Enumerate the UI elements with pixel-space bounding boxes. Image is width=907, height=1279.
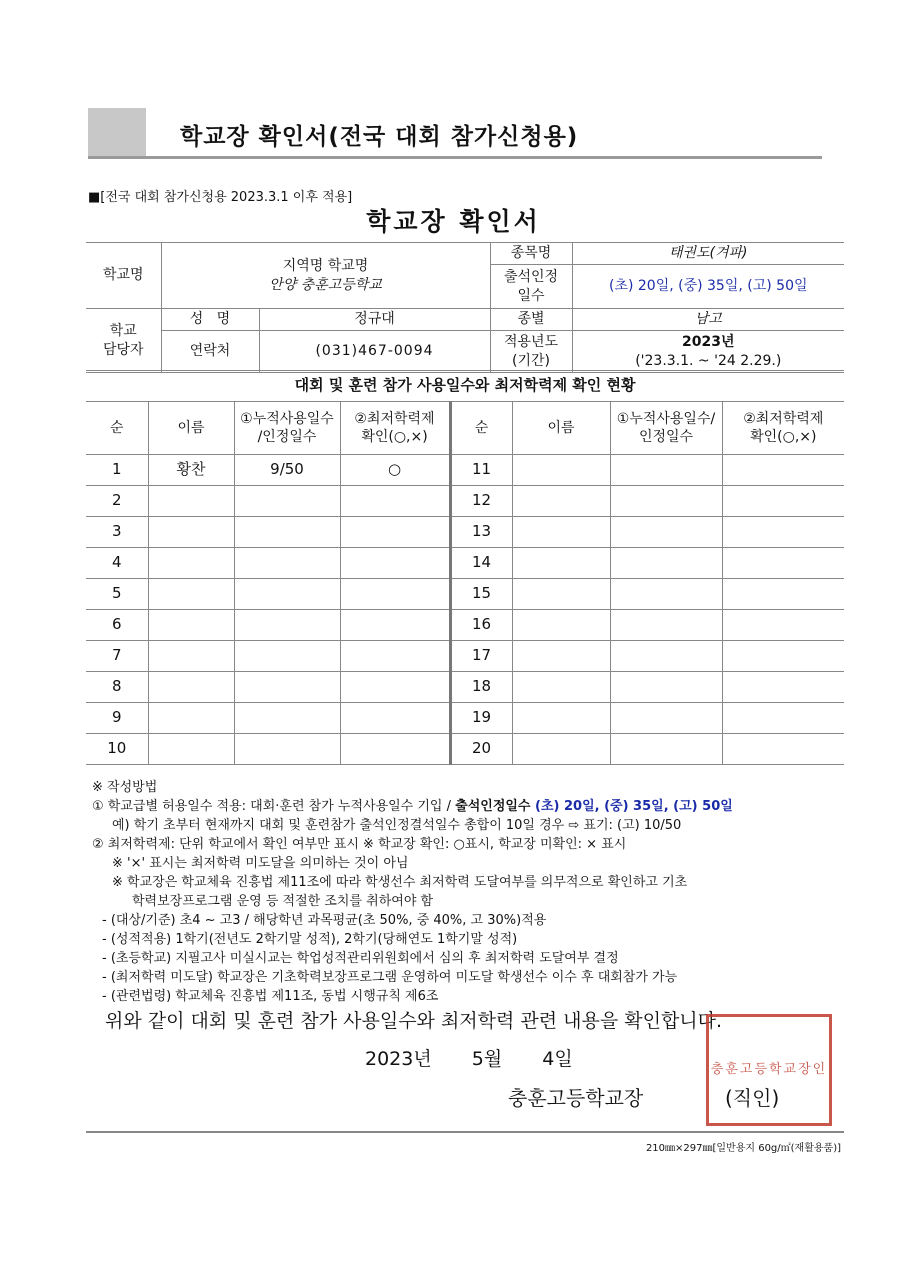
row-no-right: 12 [450,486,512,517]
row-name-right [512,610,610,641]
row-name-left [148,610,234,641]
row-name-right [512,641,610,672]
row-no-left: 2 [86,486,148,517]
row-name-left [148,548,234,579]
table-row [86,734,844,765]
row-check-left [340,703,450,734]
row-no-right: 18 [450,672,512,703]
row-no-right: 15 [450,579,512,610]
header-title: 학교장 확인서(전국 대회 참가신청용) [180,124,579,150]
name-label: 성 명 [161,309,259,331]
row-days-left [234,734,340,765]
table-row [86,672,844,703]
notes [92,778,852,1006]
year-label [490,331,572,373]
row-check-left [340,734,450,765]
contact-value: (031)467-0094 [259,331,490,373]
row-days-right [610,703,722,734]
row-name-left [148,486,234,517]
row-no-left: 7 [86,641,148,672]
row-check-right [722,734,844,765]
row-name-left: 황찬 [148,455,234,486]
row-no-left: 3 [86,517,148,548]
event-value: 태권도(겨파) [572,243,844,265]
col-check-right-line2: 확인(○,×) [750,429,817,445]
document-title: 학교장 확인서 [366,207,541,236]
row-days-right [610,672,722,703]
seal-label: (직인) [725,1086,780,1110]
row-no-right: 20 [450,734,512,765]
row-name-right [512,734,610,765]
row-check-left [340,548,450,579]
row-no-right: 11 [450,455,512,486]
row-days-left [234,610,340,641]
year-label-line2: (기간) [512,352,550,369]
seal-text: 충훈고등학교장인 [710,1061,828,1077]
table-row [86,703,844,734]
manager-label-line1: 학교 [109,323,137,340]
row-name-right [512,703,610,734]
row-no-right: 17 [450,641,512,672]
row-days-right [610,517,722,548]
col-check-left [340,402,450,455]
row-no-left: 8 [86,672,148,703]
row-days-right [610,486,722,517]
manager-label-line2: 담당자 [102,341,144,358]
manager-label [86,309,161,373]
row-days-right [610,579,722,610]
row-days-left [234,703,340,734]
col-days-right-line2: 인정일수 [638,429,694,445]
notes-heading: ※ 작성방법 [92,780,158,795]
row-no-right: 16 [450,610,512,641]
row-name-left [148,672,234,703]
row-days-left [234,579,340,610]
row-no-left: 9 [86,703,148,734]
table-row [86,486,844,517]
row-no-left: 6 [86,610,148,641]
paper-spec: 210㎜×297㎜[일반용지 60g/㎡(재활용품)] [645,1143,841,1154]
applies-note: ■[전국 대회 참가신청용 2023.3.1 이후 적용] [88,190,353,205]
col-name-left: 이름 [148,402,234,455]
header-divider [88,156,822,159]
row-check-right [722,517,844,548]
row-check-left [340,517,450,548]
note-2-sub2a: ※ 학교장은 학교체육 진흥법 제11조에 따라 학생선수 최저학력 도달여부를 의무적으로 확인하고 기초 [112,875,688,890]
row-no-right: 13 [450,517,512,548]
row-days-right [610,610,722,641]
year-value: 2023년 [682,334,735,351]
note-1-text: ① 학교급별 허용일수 적용: 대회·훈련 참가 누적사용일수 기입 / [92,799,456,814]
table-row [86,548,844,579]
note-1-bold: 출석인정일수 [455,799,536,814]
status-table [86,370,844,765]
row-check-left: ○ [340,455,450,486]
row-no-left: 1 [86,455,148,486]
note-2: ② 최저학력제: 단위 학교에서 확인 여부만 표시 ※ 학교장 확인: ○표시, 학교장 미확인: × 표시 [92,837,627,852]
school-label: 학교명 [86,243,161,309]
row-days-right [610,641,722,672]
event-label: 종목명 [490,243,572,265]
row-check-left [340,579,450,610]
note-1-example: 예) 학기 초부터 현재까지 대회 및 훈련참가 출석인정결석일수 총합이 10일 경우 ⇨ 표기: (고) 10/50 [112,818,682,833]
row-days-left [234,486,340,517]
row-no-left: 4 [86,548,148,579]
detail-3: - (초등학교) 지필고사 미실시교는 학업성적관리위원회에서 심의 후 최저학력 도달여부 결정 [102,951,619,966]
confirm-statement: 위와 같이 대회 및 훈련 참가 사용일수와 최저학력 관련 내용을 확인합니다. [105,1010,723,1032]
col-check-left-line2: 확인(○,×) [361,429,428,445]
row-check-left [340,610,450,641]
row-no-left: 5 [86,579,148,610]
row-check-right [722,579,844,610]
row-check-right [722,455,844,486]
row-days-left [234,548,340,579]
row-no-left: 10 [86,734,148,765]
row-name-right [512,486,610,517]
row-name-left [148,703,234,734]
col-days-right-line1: ①누적사용일수/ [616,410,716,427]
note-1 [92,797,852,816]
status-rows [86,455,844,765]
table-row [86,579,844,610]
attend-label-line1: 출석인정 [503,269,559,286]
period-value: ('23.3.1. ~ '24 2.29.) [635,352,782,369]
col-days-left-line2: /인정일수 [257,429,317,445]
row-check-right [722,610,844,641]
row-name-left [148,641,234,672]
col-check-right [722,402,844,455]
detail-2: - (성적적용) 1학기(전년도 2학기말 성적), 2학기(당해연도 1학기말 성적) [102,932,518,947]
row-check-left [340,672,450,703]
row-check-left [340,486,450,517]
year-label-line1: 적용년도 [503,334,559,351]
row-check-right [722,641,844,672]
row-name-right [512,517,610,548]
row-check-right [722,486,844,517]
attend-label [490,265,572,309]
status-title: 대회 및 훈련 참가 사용일수와 최저학력제 확인 현황 [86,371,844,402]
year-cell [572,331,844,373]
signer-name: 충훈고등학교장 [508,1086,644,1110]
row-name-right [512,579,610,610]
name-value: 정규대 [259,309,490,331]
row-no-right: 19 [450,703,512,734]
row-name-left [148,734,234,765]
col-no-right: 순 [450,402,512,455]
school-field-label: 지역명 학교명 [282,258,369,275]
note-2-sub1: ※ '×' 표시는 최저학력 미도달을 의미하는 것이 아님 [112,856,409,871]
header-gray-box [88,108,146,158]
col-days-left [234,402,340,455]
detail-5: - (관련법령) 학교체육 진흥법 제11조, 동법 시행규칙 제6조 [102,989,439,1004]
table-row [86,455,844,486]
col-check-left-line1: ②최저학력제 [354,410,435,427]
row-name-right [512,455,610,486]
row-days-left: 9/50 [234,455,340,486]
row-check-right [722,703,844,734]
category-value: 남고 [572,309,844,331]
row-days-right [610,734,722,765]
row-days-left [234,517,340,548]
col-days-right [610,402,722,455]
attend-value: (초) 20일, (중) 35일, (고) 50일 [572,265,844,309]
school-cell [161,243,490,309]
note-1-days: (초) 20일, (중) 35일, (고) 50일 [535,799,733,814]
table-row [86,641,844,672]
col-no-left: 순 [86,402,148,455]
attend-label-line2: 일수 [517,287,545,304]
row-check-right [722,548,844,579]
row-check-right [722,672,844,703]
category-label: 종별 [490,309,572,331]
table-row [86,610,844,641]
row-no-right: 14 [450,548,512,579]
row-name-left [148,579,234,610]
col-name-right: 이름 [512,402,610,455]
row-check-left [340,641,450,672]
detail-1: - (대상/기준) 초4 ~ 고3 / 해당학년 과목평균(초 50%, 중 40%, 고 30%)적용 [102,913,547,928]
info-table [86,242,844,373]
row-name-right [512,548,610,579]
row-name-right [512,672,610,703]
row-days-right [610,548,722,579]
footer-divider [86,1131,844,1133]
row-days-right [610,455,722,486]
row-days-left [234,672,340,703]
note-2-sub2b: 학력보장프로그램 운영 등 적절한 조치를 취하여야 함 [132,894,434,909]
table-row [86,517,844,548]
col-days-left-line1: ①누적사용일수 [240,410,334,427]
row-days-left [234,641,340,672]
detail-4: - (최저학력 미도달) 학교장은 기초학력보장프로그램 운영하여 미도달 학생선수 이수 후 대회참가 가능 [102,970,678,985]
issue-date: 2023년 5월 4일 [365,1048,573,1070]
school-value: 안양 충훈고등학교 [269,276,382,293]
contact-label: 연락처 [161,331,259,373]
col-check-right-line1: ②최저학력제 [743,410,824,427]
row-name-left [148,517,234,548]
